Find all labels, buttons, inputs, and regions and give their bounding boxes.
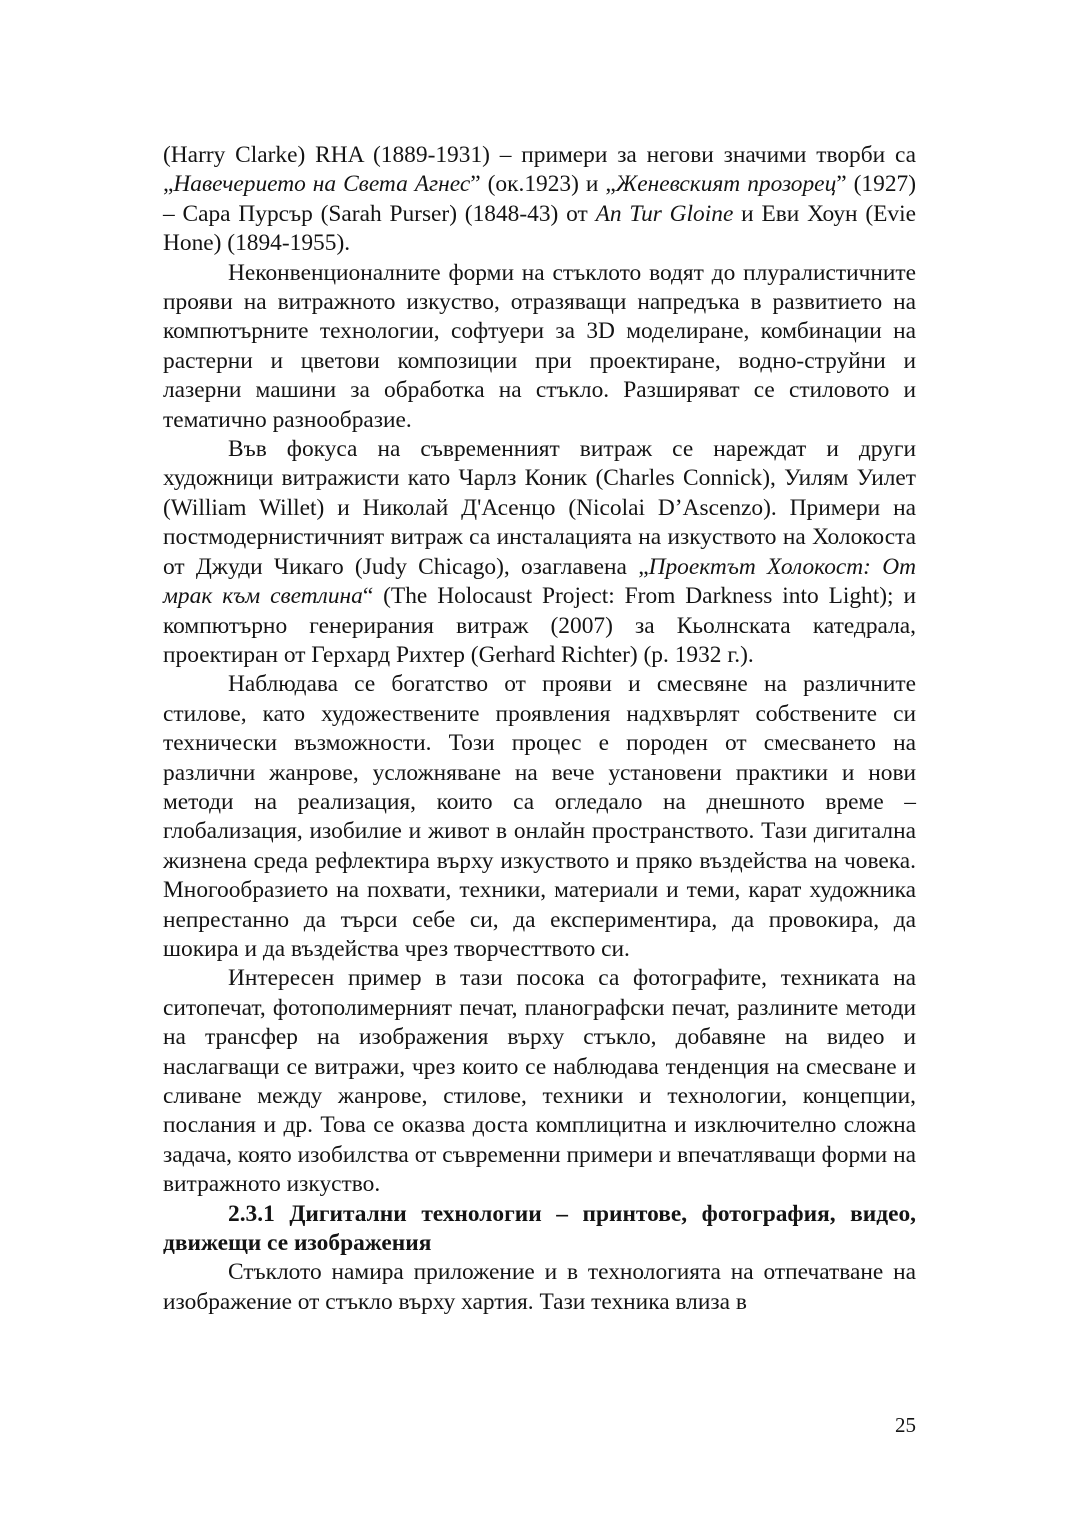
text-span: Неконвенционалните форми на стъклото водят до плуралистичните прояви на витражното изкуство, отразяващи напредъка в развитието на компютърните технологии, софтуери за 3D моделиране, комбинации на растерни и цветови композиции при проектиране, водно-струйни и лазерни машини за обработка на стъкло. Разширяват се стиловото и тематично разнообразие. xyxy=(163,259,916,433)
paragraph-harry-clarke xyxy=(163,141,916,259)
text-span: Стъклото намира приложение и в технологията на отпечатване на изображение от стъкло върху хартия. Тази техника влиза в xyxy=(163,1259,916,1315)
paragraph-unconventional-forms xyxy=(163,259,916,435)
artwork-title-italic: Проектът Холокост: От мрак към светлина xyxy=(163,553,916,610)
text-span: “ (The Holocaust Project: From Darkness into Light); и компютърно генерирания витраж (2007) за Кьолнската катедрала, проектиран от Герхард Рихтер (Gerhard Richter) (р. 1932 г.). xyxy=(163,583,916,668)
text-span: ” (1927) – Сара Пурсър (Sarah Purser) (1848-43) от xyxy=(163,171,916,227)
section-heading-digital-technologies xyxy=(163,1200,916,1259)
artwork-title-italic: Навечерието на Света Агнес xyxy=(173,171,471,198)
text-span: Интересен пример в тази посока са фотографите, техниката на ситопечат, фотополимерният печат, планографски печат, разлините методи на трансфер на изображения върху стъкло, добавяне на видео и наслагващи се витражи, чрез които се наблюдава тенденция на смесване и сливане между жанрове, стилове, техники и технологии, концепции, послания и др. Това се оказва доста комплицитна и изключително сложна задача, която изобилства от съвременни примери и впечатляващи форми на витражното изкуство. xyxy=(163,965,916,1198)
page-number: 25 xyxy=(895,1413,916,1437)
paragraph-contemporary-stained-glass xyxy=(163,435,916,670)
text-span: Наблюдава се богатство от прояви и смесвяне на различните стилове, като художествените проявления надхвърлят собствените си технически възможности. Този процес е породен от смесването на различни жанрове, усложняване на вече установени практики и нови методи на реализация, които са огледало на днешното време – глобализация, изобилие и живот в онлайн пространството. Тази дигитална жизнена среда рефлектира върху изкуството и пряко въздейства на човека. Многообразието на похвати, техники, материали и теми, карат художника непрестанно да търси себе си, да експериментира, да провокира, да шокира и да въздейства чрез творчесттвото си. xyxy=(163,671,916,962)
artwork-title-italic: Женевският прозорец xyxy=(615,171,837,198)
text-span: Във фокуса на съвременният витраж се нареждат и други художници витражисти като Чарлз Коник (Charles Connick), Уилям Уилет (William Willet) и Николай Д'Асенцо (Nicolai D’Ascenzo). Примери на постмодернистичният витраж са инсталацията на изкуството на Холокоста от Джуди Чикаго (Judy Chicago), озаглавена „ xyxy=(163,436,916,580)
document-page xyxy=(163,141,916,1317)
paragraph-printing-techniques xyxy=(163,964,916,1199)
section-heading-text: 2.3.1 Дигитални технологии – принтове, фотография, видео, движещи се изображения xyxy=(163,1200,916,1257)
text-span: ” (ок.1923) и „ xyxy=(470,171,616,198)
paragraph-style-mixing xyxy=(163,670,916,964)
paragraph-glass-printing xyxy=(163,1258,916,1317)
studio-name-italic: An Tur Gloine xyxy=(595,200,734,227)
text-span: и Еви Хоун (Evie Hone) (1894-1955). xyxy=(163,200,916,257)
text-span: (Harry Clarke) RHA (1889-1931) – примери за негови значими творби са „ xyxy=(163,142,916,198)
